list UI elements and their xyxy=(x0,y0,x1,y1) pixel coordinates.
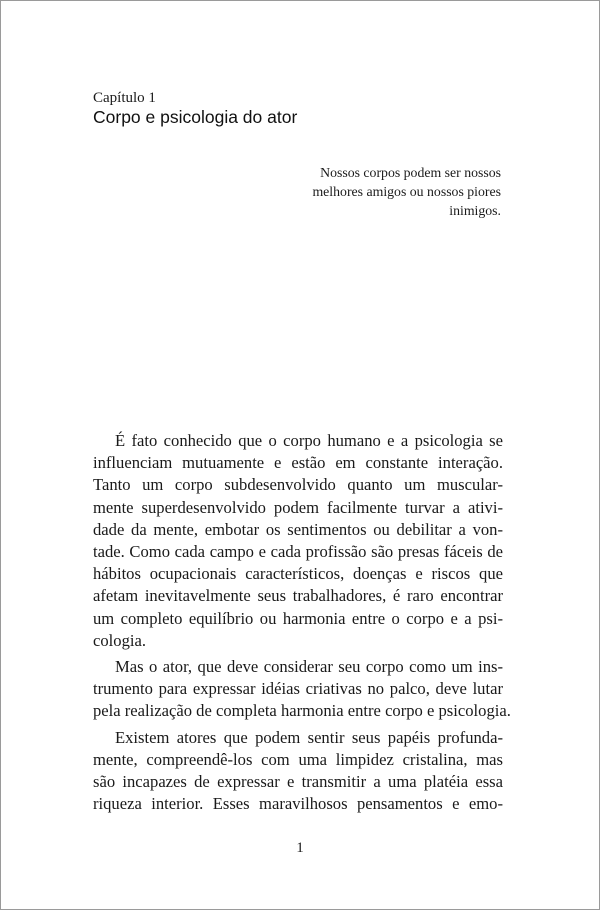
paragraph-1 xyxy=(93,430,503,652)
text-line: dade da mente, embotar os sentimentos ou debilitar a von- xyxy=(93,519,503,539)
chapter-title: Corpo e psicologia do ator xyxy=(93,107,298,127)
text-line: mente superdesenvolvido podem facilmente turvar a ativi- xyxy=(93,497,503,517)
text-line: um completo equilíbrio ou harmonia entre o corpo e a psi- xyxy=(93,608,503,628)
epigraph-line: inimigos. xyxy=(449,203,501,218)
body-text xyxy=(93,430,511,819)
text-line: Existem atores que podem sentir seus papéis profunda- xyxy=(115,727,503,747)
text-line: riqueza interior. Esses maravilhosos pensamentos e emo- xyxy=(93,794,503,814)
epigraph xyxy=(312,163,501,220)
text-line: mente, compreendê-los com uma limpidez cristalina, mas xyxy=(93,749,503,769)
chapter-label: Capítulo 1 xyxy=(93,90,156,106)
text-line: hábitos ocupacionais característicos, doenças e riscos que xyxy=(93,564,503,584)
page-number: 1 xyxy=(296,840,304,856)
text-line: cologia. xyxy=(93,630,146,650)
text-line: influenciam mutuamente e estão em constante interação. xyxy=(93,453,503,473)
epigraph-line: melhores amigos ou nossos piores xyxy=(312,184,501,199)
text-line: trumento para expressar idéias criativas no palco, deve lutar xyxy=(93,679,503,699)
epigraph-line: Nossos corpos podem ser nossos xyxy=(320,165,501,180)
paragraph-2 xyxy=(93,656,511,723)
text-line: são incapazes de expressar e transmitir a uma platéia essa xyxy=(93,772,503,792)
text-line: Tanto um corpo subdesenvolvido quanto um muscular- xyxy=(93,475,503,495)
text-line: pela realização de completa harmonia entre corpo e psicologia. xyxy=(93,701,511,721)
text-line: tade. Como cada campo e cada profissão são presas fáceis de xyxy=(93,542,503,562)
text-line: Mas o ator, que deve considerar seu corpo como um ins- xyxy=(115,657,503,677)
text-line: É fato conhecido que o corpo humano e a psicologia se xyxy=(115,431,503,450)
text-line: afetam inevitavelmente seus trabalhadores, é raro encontrar xyxy=(93,586,503,606)
paragraph-3 xyxy=(93,727,503,816)
